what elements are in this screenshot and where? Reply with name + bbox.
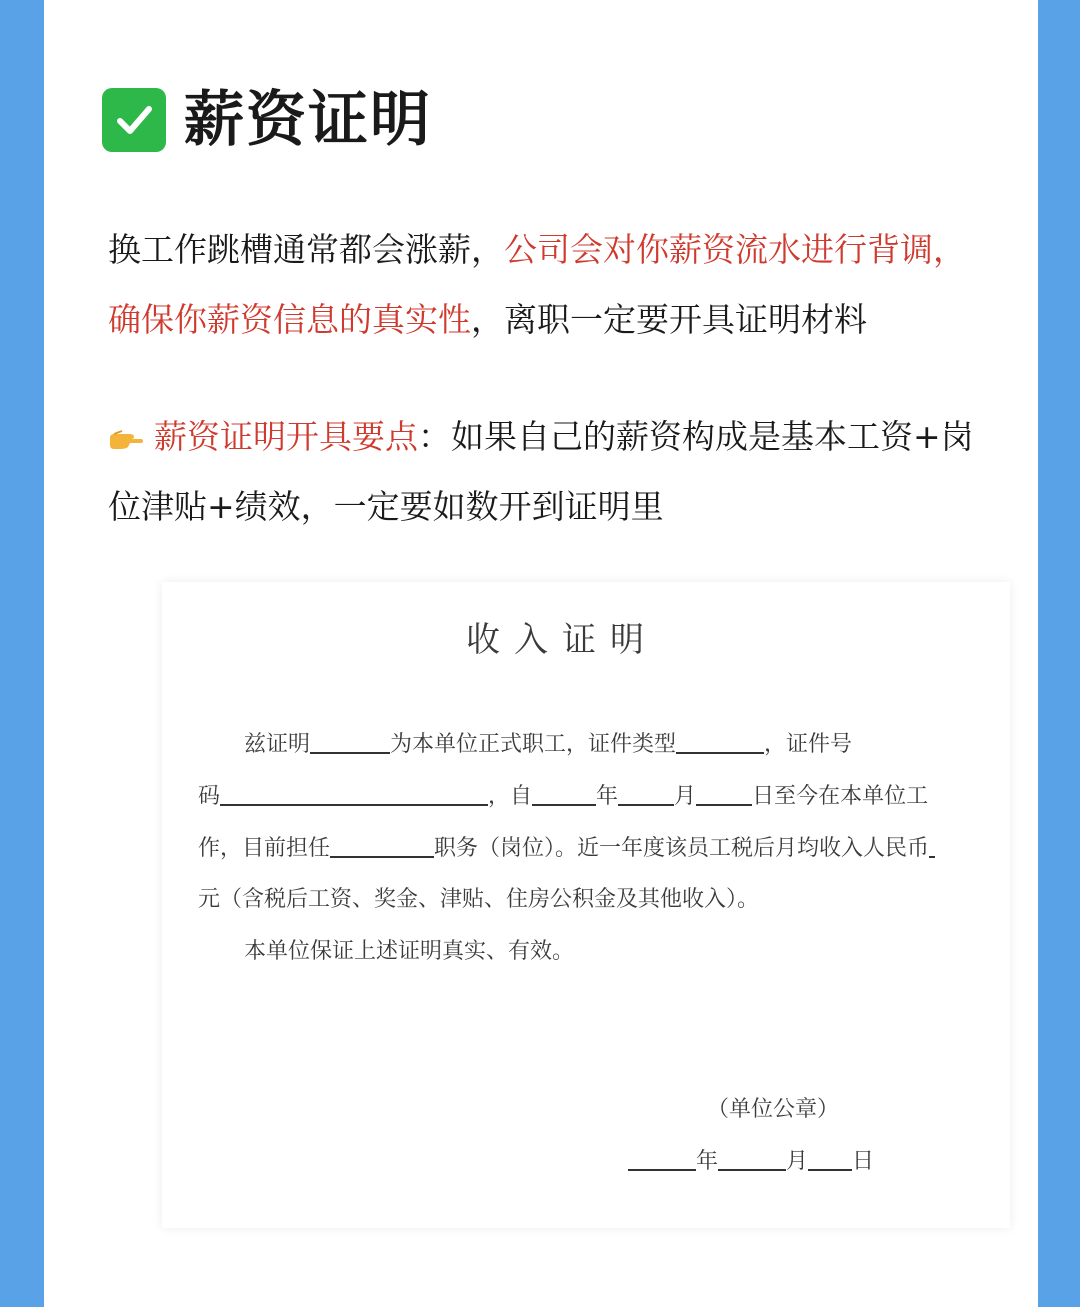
page-title: 薪资证明 — [184, 85, 432, 155]
blank-line — [618, 782, 674, 806]
intro-text-2: ，离职一定要开具证明材料 — [471, 300, 867, 339]
certificate-text: ，自 — [488, 784, 533, 809]
certificate-text: 日 — [852, 1149, 875, 1174]
certificate-text: 为本单位正式职工，证件类型 — [390, 732, 677, 757]
blank-line — [330, 834, 434, 858]
intro-paragraph — [108, 215, 988, 355]
certificate-line-2 — [198, 782, 928, 811]
intro-highlight: 公司会对你薪资流水进行背调，确保你薪资信息的真实性 — [108, 230, 966, 339]
blank-line — [532, 782, 596, 806]
certificate-text: 职务（岗位）。近一年度该员工税后月均收入人民币 — [434, 836, 930, 861]
page-heading — [102, 85, 432, 155]
certificate-stamp-label: （单位公章） — [707, 1097, 840, 1122]
tip-label: 薪资证明开具要点 — [154, 417, 418, 456]
certificate-text: 年 — [696, 1149, 719, 1174]
content-card — [44, 0, 1038, 1307]
blank-line — [808, 1147, 852, 1171]
check-mark-icon — [102, 88, 166, 152]
certificate-title: 收入证明 — [466, 620, 658, 660]
income-certificate-image — [162, 582, 1010, 1228]
certificate-text: 月 — [674, 784, 697, 809]
certificate-text: 日至今在本单位工 — [752, 784, 929, 809]
certificate-text: 兹证明 — [244, 732, 311, 757]
blank-line — [310, 730, 390, 754]
blank-line — [628, 1147, 696, 1171]
blank-line — [696, 782, 752, 806]
certificate-line-4: 元（含税后工资、奖金、津贴、住房公积金及其他收入）。 — [198, 887, 760, 912]
blank-line — [929, 834, 935, 858]
certificate-text: 年 — [596, 784, 619, 809]
blank-line — [676, 730, 764, 754]
certificate-date — [628, 1144, 874, 1175]
certificate-text: 作，目前担任 — [198, 836, 331, 861]
blank-line — [220, 782, 488, 806]
tip-paragraph — [108, 402, 988, 542]
blank-line — [718, 1147, 786, 1171]
certificate-text: 月 — [786, 1149, 809, 1174]
intro-text-1: 换工作跳槽通常都会涨薪， — [108, 230, 504, 269]
certificate-text: 码 — [198, 784, 221, 809]
certificate-line-3 — [198, 834, 935, 863]
certificate-text: ，证件号 — [764, 732, 853, 757]
certificate-line-1 — [244, 730, 852, 759]
certificate-line-5: 本单位保证上述证明真实、有效。 — [244, 939, 575, 964]
pointing-hand-icon — [108, 404, 144, 426]
tip-text: ：如果自己的薪资构成是基本工资+岗位津贴+绩效，一定要如数开到证明里 — [108, 417, 974, 526]
